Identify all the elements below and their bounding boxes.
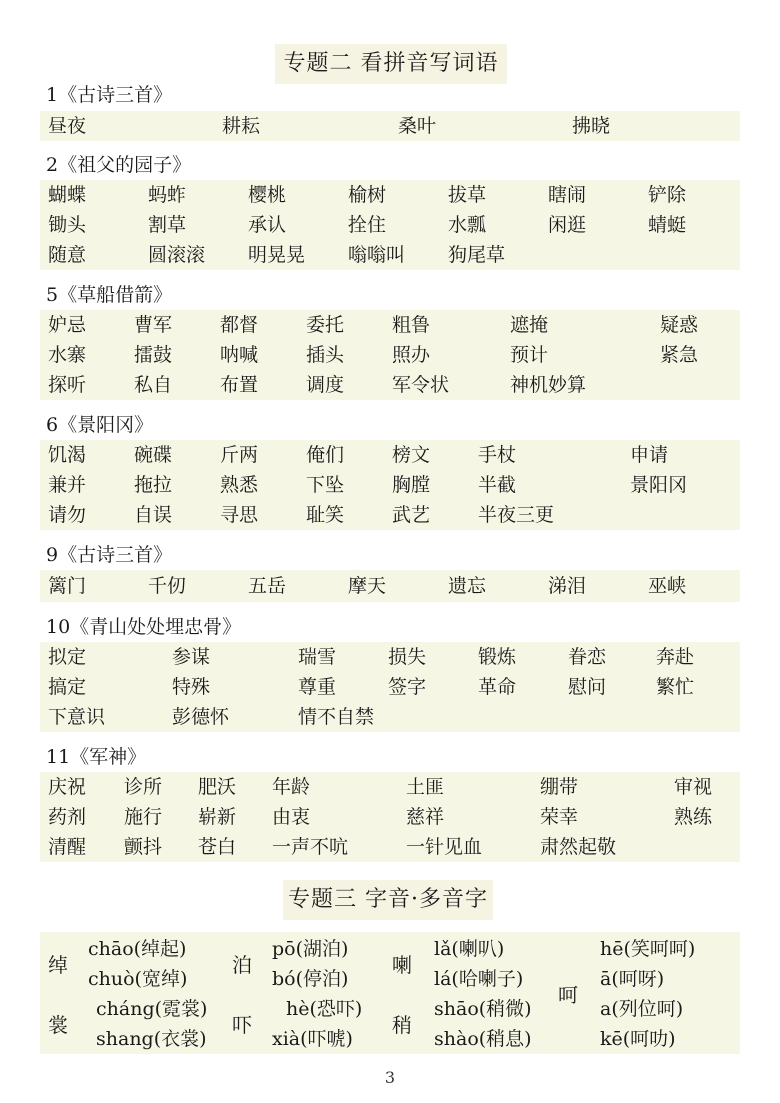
word-cell: 私自 xyxy=(134,374,173,396)
word-cell: 疑惑 xyxy=(660,314,699,336)
word-cell: 妒忌 xyxy=(48,314,87,336)
word-cell: 遗忘 xyxy=(448,575,487,597)
word-cell: 碗碟 xyxy=(134,444,173,466)
reading: hè(恐吓) xyxy=(286,998,363,1020)
word-cell: 樱桃 xyxy=(248,184,287,206)
word-cell: 眷恋 xyxy=(568,646,607,668)
reading: pō(湖泊) xyxy=(272,938,349,960)
word-cell: 曹军 xyxy=(134,314,173,336)
word-cell: 狗尾草 xyxy=(448,244,506,266)
section-title-polyphones: 专题三 字音·多音字 xyxy=(283,880,493,920)
word-cell: 慈祥 xyxy=(406,806,445,828)
word-cell: 苍白 xyxy=(198,836,237,858)
polyphone-char-po: 泊 xyxy=(232,953,252,977)
word-cell: 由衷 xyxy=(272,806,311,828)
word-cell: 遮掩 xyxy=(510,314,549,336)
reading: kē(呵叻) xyxy=(600,1028,676,1050)
reading: bó(停泊) xyxy=(272,968,349,990)
word-cell: 神机妙算 xyxy=(510,374,587,396)
word-cell: 年龄 xyxy=(272,776,311,798)
word-cell: 土匪 xyxy=(406,776,445,798)
word-cell: 调度 xyxy=(306,374,345,396)
word-cell: 摩天 xyxy=(348,575,387,597)
word-cell: 慰问 xyxy=(568,676,607,698)
word-cell: 拟定 xyxy=(48,646,87,668)
word-cell: 随意 xyxy=(48,244,87,266)
reading: chuò(宽绰) xyxy=(88,968,188,990)
reading: lǎ(喇叭) xyxy=(434,938,505,960)
section-heading-5: 5《草船借箭》 xyxy=(46,284,173,306)
word-cell: 军令状 xyxy=(392,374,450,396)
word-cell: 布置 xyxy=(220,374,259,396)
polyphone-char-shang: 裳 xyxy=(48,1013,68,1037)
word-cell: 千仞 xyxy=(148,575,187,597)
reading: shào(稍息) xyxy=(434,1028,532,1050)
word-cell: 一针见血 xyxy=(406,836,483,858)
word-cell: 拔草 xyxy=(448,184,487,206)
word-cell: 颤抖 xyxy=(124,836,163,858)
word-cell: 俺们 xyxy=(306,444,345,466)
word-cell: 瑞雪 xyxy=(298,646,337,668)
word-cell: 审视 xyxy=(674,776,713,798)
word-cell: 昼夜 xyxy=(48,115,87,137)
word-cell: 蝴蝶 xyxy=(48,184,87,206)
word-cell: 一声不吭 xyxy=(272,836,349,858)
section-heading-6: 6《景阳冈》 xyxy=(46,414,154,436)
word-cell: 搞定 xyxy=(48,676,87,698)
word-cell: 五岳 xyxy=(248,575,287,597)
word-cell: 绷带 xyxy=(540,776,579,798)
word-cell: 擂鼓 xyxy=(134,344,173,366)
words-band-9 xyxy=(40,570,740,602)
word-cell: 拂晓 xyxy=(572,115,611,137)
polyphone-char-he: 呵 xyxy=(558,983,578,1007)
polyphone-char-xia: 吓 xyxy=(232,1013,252,1037)
word-cell: 都督 xyxy=(220,314,259,336)
polyphone-char-shao: 稍 xyxy=(392,1013,412,1037)
section-heading-1: 1《古诗三首》 xyxy=(46,84,173,106)
section-heading-11: 11《军神》 xyxy=(46,746,147,768)
word-cell: 胸膛 xyxy=(392,474,431,496)
word-cell: 半截 xyxy=(478,474,517,496)
reading: shāo(稍微) xyxy=(434,998,532,1020)
word-cell: 承认 xyxy=(248,214,287,236)
word-cell: 庆祝 xyxy=(48,776,87,798)
word-cell: 呐喊 xyxy=(220,344,259,366)
word-cell: 割草 xyxy=(148,214,187,236)
word-cell: 申请 xyxy=(630,444,669,466)
reading: chāo(绰起) xyxy=(88,938,187,960)
word-cell: 下意识 xyxy=(48,706,106,728)
word-cell: 篱门 xyxy=(48,575,87,597)
word-cell: 半夜三更 xyxy=(478,504,555,526)
word-cell: 药剂 xyxy=(48,806,87,828)
word-cell: 巫峡 xyxy=(648,575,687,597)
word-cell: 寻思 xyxy=(220,504,259,526)
word-cell: 拖拉 xyxy=(134,474,173,496)
reading: a(列位呵) xyxy=(600,998,684,1020)
word-cell: 插头 xyxy=(306,344,345,366)
word-cell: 兼并 xyxy=(48,474,87,496)
word-cell: 熟悉 xyxy=(220,474,259,496)
word-cell: 彭德怀 xyxy=(172,706,230,728)
word-cell: 铲除 xyxy=(648,184,687,206)
word-cell: 预计 xyxy=(510,344,549,366)
word-cell: 武艺 xyxy=(392,504,431,526)
word-cell: 涕泪 xyxy=(548,575,587,597)
word-cell: 拴住 xyxy=(348,214,387,236)
word-cell: 水寨 xyxy=(48,344,87,366)
word-cell: 尊重 xyxy=(298,676,337,698)
word-cell: 桑叶 xyxy=(398,115,437,137)
section-heading-2: 2《祖父的园子》 xyxy=(46,154,192,176)
word-cell: 耻笑 xyxy=(306,504,345,526)
word-cell: 手杖 xyxy=(478,444,517,466)
word-cell: 委托 xyxy=(306,314,345,336)
section-heading-9: 9《古诗三首》 xyxy=(46,544,173,566)
word-cell: 紧急 xyxy=(660,344,699,366)
polyphone-char-chuo: 绰 xyxy=(48,953,68,977)
word-cell: 荣幸 xyxy=(540,806,579,828)
word-cell: 损失 xyxy=(388,646,427,668)
word-cell: 饥渴 xyxy=(48,444,87,466)
word-cell: 蜻蜓 xyxy=(648,214,687,236)
word-cell: 清醒 xyxy=(48,836,87,858)
word-cell: 肃然起敬 xyxy=(540,836,617,858)
reading: cháng(霓裳) xyxy=(96,998,208,1020)
word-cell: 情不自禁 xyxy=(298,706,375,728)
word-cell: 耕耘 xyxy=(222,115,261,137)
word-cell: 请勿 xyxy=(48,504,87,526)
word-cell: 探听 xyxy=(48,374,87,396)
section-heading-10: 10《青山处处埋忠骨》 xyxy=(46,616,242,638)
word-cell: 繁忙 xyxy=(656,676,695,698)
polyphone-char-la: 喇 xyxy=(392,953,412,977)
word-cell: 施行 xyxy=(124,806,163,828)
word-cell: 自误 xyxy=(134,504,173,526)
word-cell: 斤两 xyxy=(220,444,259,466)
words-band-1 xyxy=(40,111,740,141)
word-cell: 锻炼 xyxy=(478,646,517,668)
word-cell: 锄头 xyxy=(48,214,87,236)
word-cell: 参谋 xyxy=(172,646,211,668)
reading: hē(笑呵呵) xyxy=(600,938,696,960)
word-cell: 圆滚滚 xyxy=(148,244,206,266)
word-cell: 闲逛 xyxy=(548,214,587,236)
word-cell: 景阳冈 xyxy=(630,474,688,496)
word-cell: 革命 xyxy=(478,676,517,698)
word-cell: 明晃晃 xyxy=(248,244,306,266)
word-cell: 照办 xyxy=(392,344,431,366)
word-cell: 粗鲁 xyxy=(392,314,431,336)
word-cell: 签字 xyxy=(388,676,427,698)
word-cell: 奔赴 xyxy=(656,646,695,668)
word-cell: 特殊 xyxy=(172,676,211,698)
reading: xià(吓唬) xyxy=(272,1028,353,1050)
word-cell: 下坠 xyxy=(306,474,345,496)
word-cell: 肥沃 xyxy=(198,776,237,798)
page-title: 专题二 看拼音写词语 xyxy=(275,44,507,84)
word-cell: 蚂蚱 xyxy=(148,184,187,206)
reading: lá(哈喇子) xyxy=(434,968,524,990)
reading: ā(呵呀) xyxy=(600,968,665,990)
word-cell: 熟练 xyxy=(674,806,713,828)
word-cell: 榆树 xyxy=(348,184,387,206)
word-cell: 榜文 xyxy=(392,444,431,466)
word-cell: 崭新 xyxy=(198,806,237,828)
page-number: 3 xyxy=(384,1068,396,1087)
word-cell: 瞎闹 xyxy=(548,184,587,206)
reading: shang(衣裳) xyxy=(96,1028,207,1050)
word-cell: 水瓢 xyxy=(448,214,487,236)
word-cell: 嗡嗡叫 xyxy=(348,244,406,266)
word-cell: 诊所 xyxy=(124,776,163,798)
